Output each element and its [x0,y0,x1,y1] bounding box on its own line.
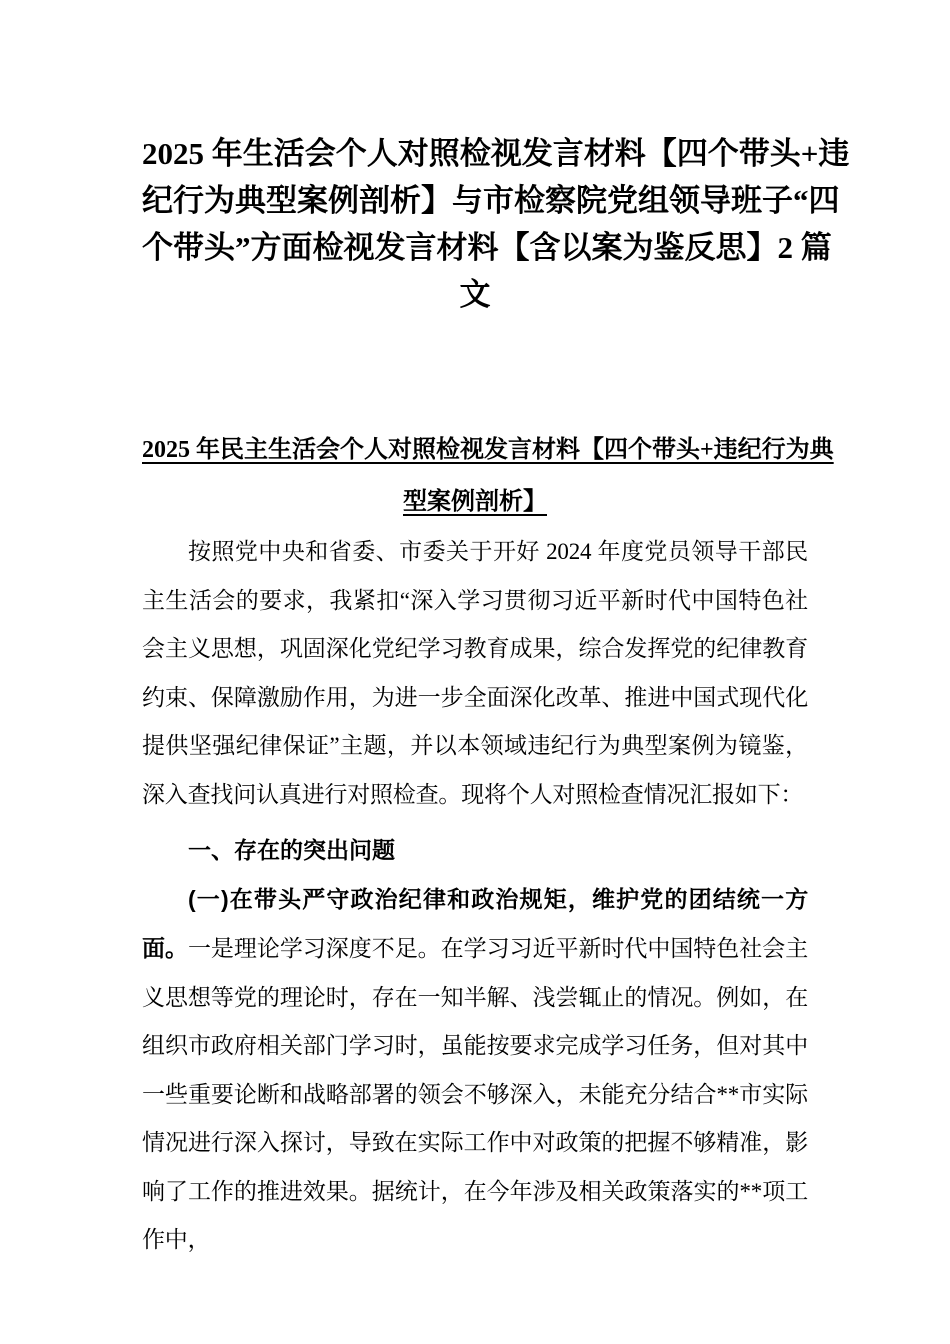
intro-paragraph: 按照党中央和省委、市委关于开好 2024 年度党员领导干部民主生活会的要求，我紧扣“深入学习贯彻习近平新时代中国特色社会主义思想，巩固深化党纪学习教育成果，综合发挥党的纪律教育约束、保障激励作用，为进一步全面深化改革、推进中国式现代化提供坚强纪律保证”主题，并以本领域违纪行为典型案例为镜鉴，深入查找问认真进行对照检查。现将个人对照检查情况汇报如下： [142,539,808,807]
section1-lead-sentence: (一)在带头严守政治纪律和政治规矩，维护党的团结统一方面。 [142,885,808,961]
section1-heading: 一、存在的突出问题 [188,837,395,863]
article1-subtitle-line-2: 型案例剖析】 [403,489,547,515]
document-title-line-3: 个带头”方面检视发言材料【含以案为鉴反思】2 篇 [142,230,832,265]
article1-subtitle [142,424,834,528]
document-title-line-1: 2025 年生活会个人对照检视发言材料【四个带头+违 [142,136,850,171]
article1-subtitle-line-1: 2025 年民主生活会个人对照检视发言材料【四个带头+违纪行为典 [142,437,834,463]
section1-body-text: 一是理论学习深度不足。在学习习近平新时代中国特色社会主义思想等党的理论时，存在一知半解、浅尝辄止的情况。例如，在组织市政府相关部门学习时，虽能按要求完成学习任务，但对其中一些重要论断和战略部署的领会不够深入，未能充分结合**市实际情况进行深入探讨，导致在实际工作中对政策的把握不够精准，影响了工作的推进效果。据统计，在今年涉及相关政策落实的**项工作中， [142,936,809,1252]
document-title [142,130,850,318]
document-title-line-4: 文 [459,277,491,312]
document-title-line-2: 纪行为典型案例剖析】与市检察院党组领导班子“四 [142,183,840,218]
section1-paragraph [142,875,808,1265]
